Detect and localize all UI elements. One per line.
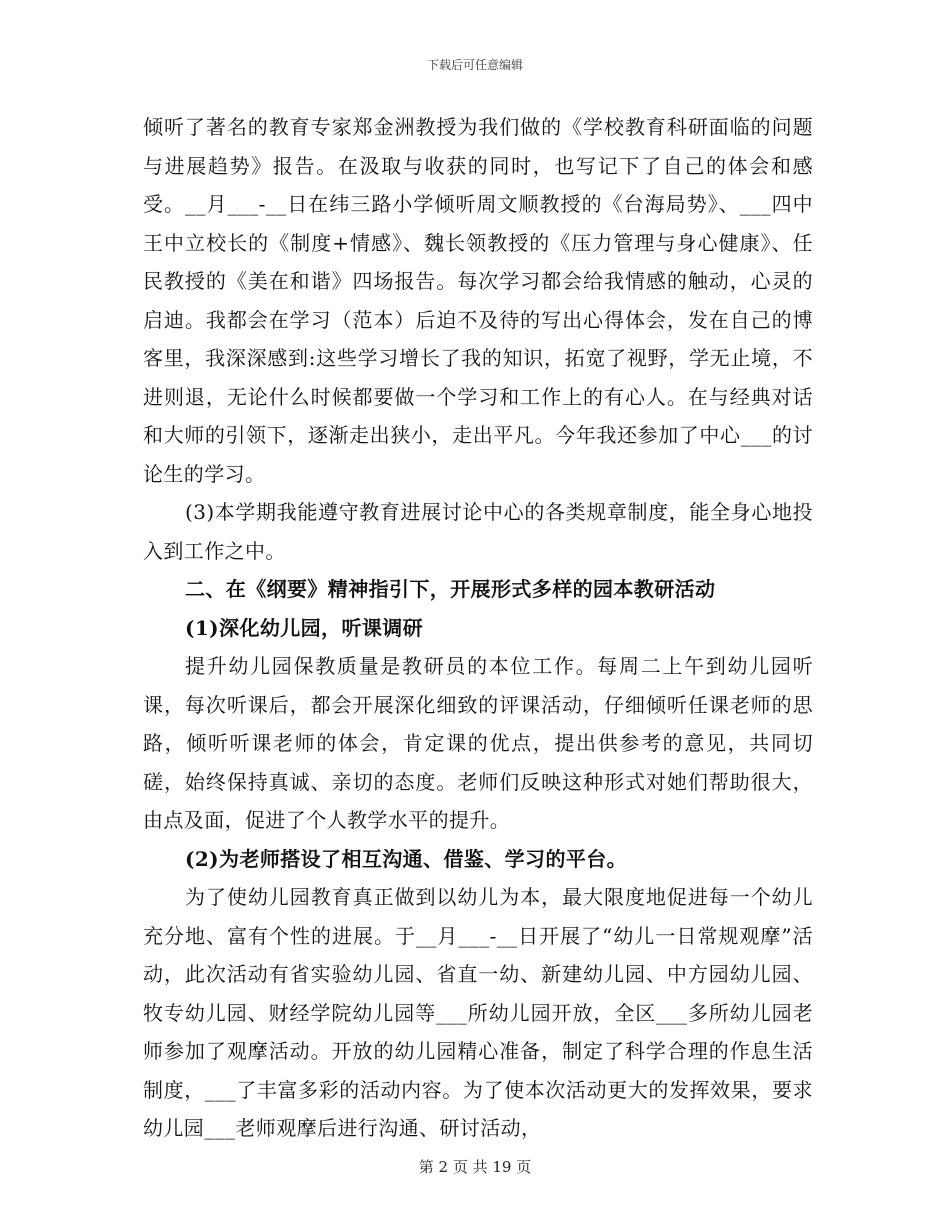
- body-paragraph: 倾听了著名的教育专家郑金洲教授为我们做的《学校教育科研面临的问题与进展趋势》报告。在汲取与收获的同时，也写记下了自己的体会和感受。__月___-__日在纬三路小学倾听周文顺教授的《台海局势》、___四中王中立校长的《制度+情感》、魏长领教授的《压力管理与身心健康》、任民教授的《美在和谐》四场报告。每次学习都会给我情感的触动，心灵的启迪。我都会在学习（范本）后迫不及待的写出心得体会，发在自己的博客里，我深深感到:这些学习增长了我的知识，拓宽了视野，学无止境，不进则退，无论什么时候都要做一个学习和工作上的有心人。在与经典对话和大师的引领下，逐渐走出狭小，走出平凡。今年我还参加了中心___的讨论生的学习。: [143, 115, 813, 486]
- section-heading: 二、在《纲要》精神指引下，开展形式多样的园本教研活动: [185, 577, 716, 601]
- body-paragraph: 为了使幼儿园教育真正做到以幼儿为本，最大限度地促进每一个幼儿充分地、富有个性的进展。于__月___-__日开展了“幼儿一日常规观摩”活动，此次活动有省实验幼儿园、省直一幼、新建幼儿园、中方园幼儿园、牧专幼儿园、财经学院幼儿园等___所幼儿园开放，全区___多所幼儿园老师参加了观摩活动。开放的幼儿园精心准备，制定了科学合理的作息生活制度，___了丰富多彩的活动内容。为了使本次活动更大的发挥效果，要求幼儿园___老师观摩后进行沟通、研讨活动，: [143, 885, 813, 1140]
- document-body: [143, 108, 813, 1148]
- subsection-heading: (2)为老师搭设了相互沟通、借鉴、学习的平台。: [185, 846, 628, 871]
- body-paragraph: (3)本学期我能遵守教育进展讨论中心的各类规章制度，能全身心地投入到工作之中。: [143, 500, 813, 563]
- page-header-note: 下载后可任意编辑: [426, 58, 523, 72]
- page-number-footer: 第 2 页 共 19 页: [418, 1158, 532, 1176]
- subsection-heading: (1)深化幼儿园，听课调研: [185, 615, 424, 640]
- body-paragraph: 提升幼儿园保教质量是教研员的本位工作。每周二上午到幼儿园听课，每次听课后，都会开展深化细致的评课活动，仔细倾听任课老师的思路，倾听听课老师的体会，肯定课的优点，提出供参考的意见，共同切磋，始终保持真诚、亲切的态度。老师们反映这种形式对她们帮助很大，由点及面，促进了个人教学水平的提升。: [143, 654, 813, 832]
